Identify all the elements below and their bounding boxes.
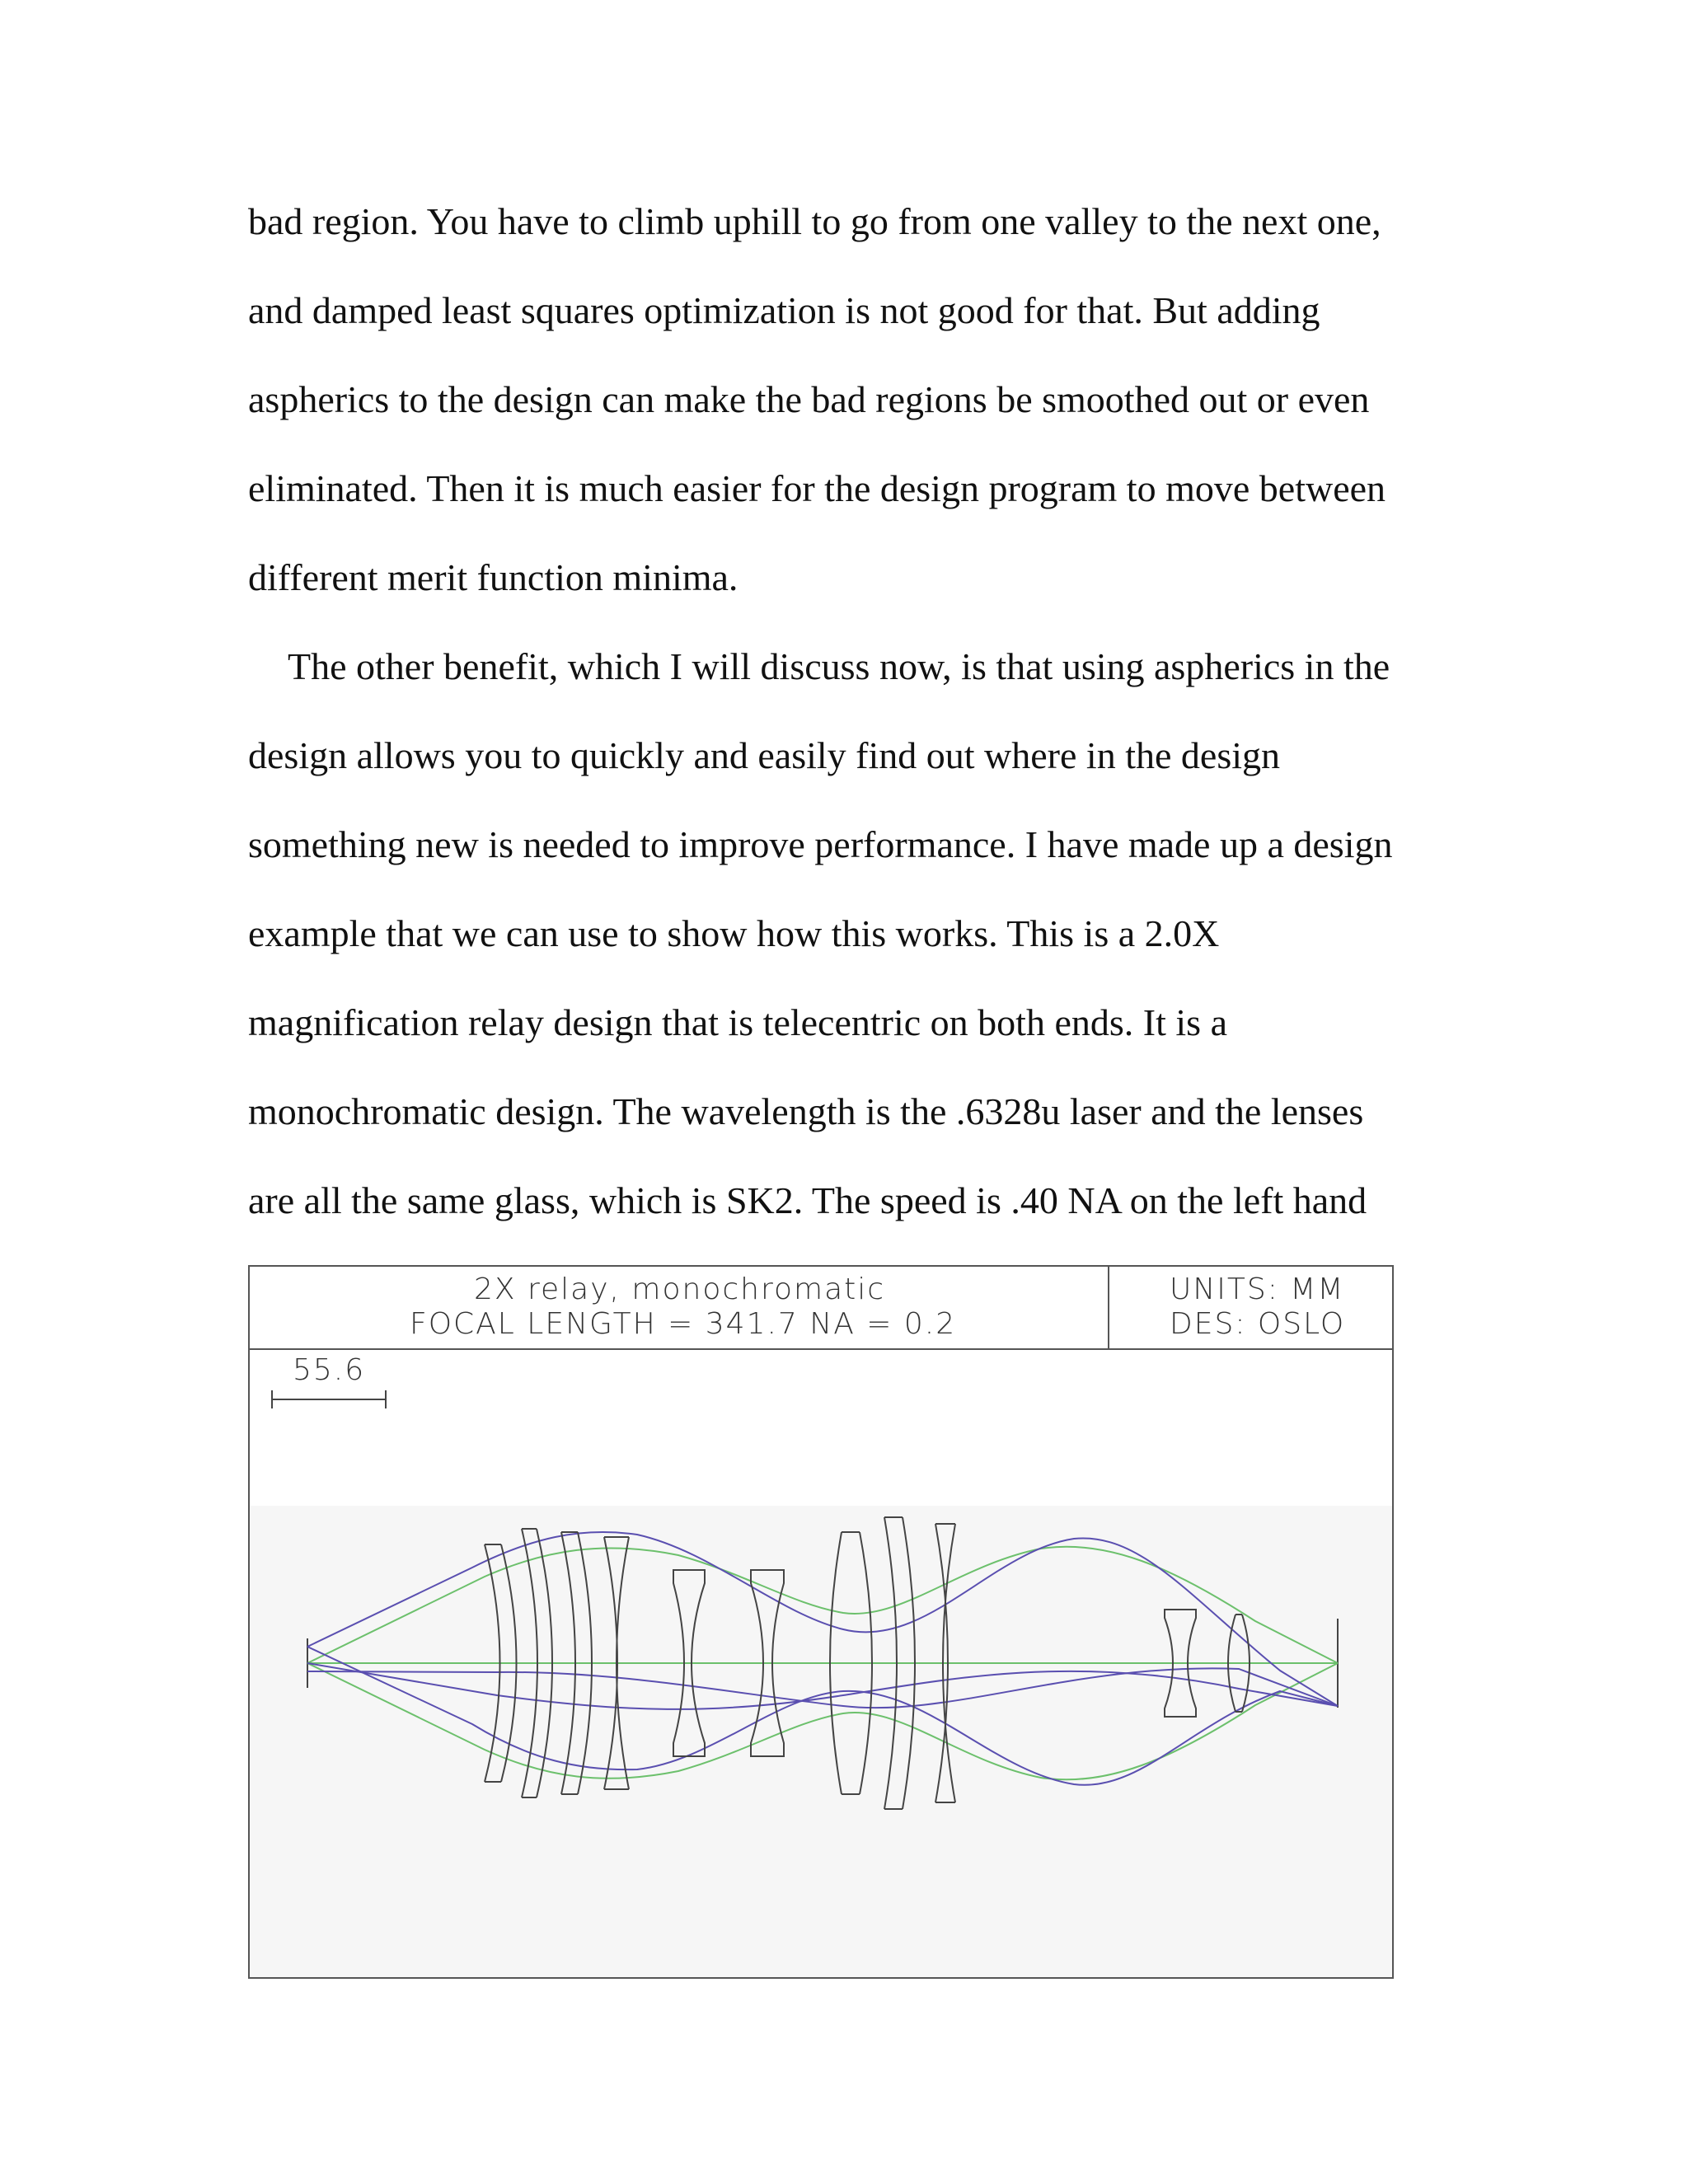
scale-value: 55.6	[293, 1353, 366, 1387]
scale-bar	[272, 1390, 386, 1408]
designer-label: DES: OSLO	[1170, 1307, 1346, 1341]
text-line: bad region. You have to climb uphill to go from one valley to the next one,	[248, 200, 1381, 242]
units-label: UNITS: MM	[1170, 1272, 1345, 1306]
figure-title: 2X relay, monochromatic	[474, 1272, 886, 1306]
text-line: aspherics to the design can make the bad regions be smoothed out or even	[248, 378, 1370, 420]
lens-drawing	[250, 1267, 1392, 1977]
text-line: example that we can use to show how this works. This is a 2.0X	[248, 912, 1220, 954]
text-line: magnification relay design that is telecentric on both ends. It is a	[248, 1001, 1227, 1043]
text-line: The other benefit, which I will discuss now, is that using aspherics in the	[288, 645, 1390, 687]
text-line: something new is needed to improve performance. I have made up a design	[248, 823, 1393, 865]
text-line: design allows you to quickly and easily find out where in the design	[248, 734, 1280, 776]
lens-layout-figure	[248, 1265, 1394, 1979]
figure-focal-length: FOCAL LENGTH = 341.7 NA = 0.2	[410, 1307, 957, 1341]
text-line: monochromatic design. The wavelength is the .6328u laser and the lenses	[248, 1090, 1364, 1132]
text-line: and damped least squares optimization is not good for that. But adding	[248, 289, 1320, 331]
text-line: different merit function minima.	[248, 556, 738, 598]
text-line: eliminated. Then it is much easier for the design program to move between	[248, 467, 1386, 509]
text-line: are all the same glass, which is SK2. The speed is .40 NA on the left hand	[248, 1179, 1367, 1221]
